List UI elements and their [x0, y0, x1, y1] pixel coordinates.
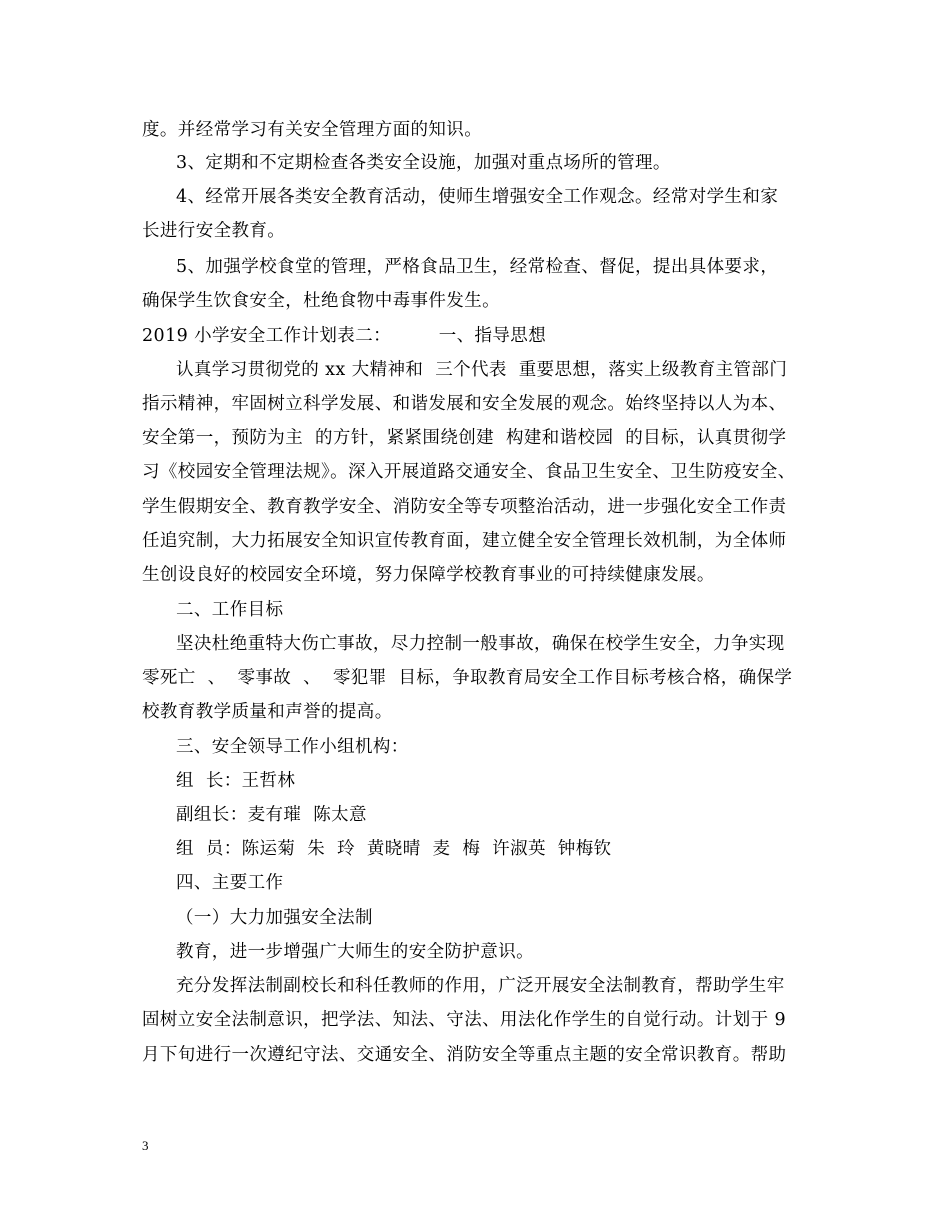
- text-line: 习《校园安全管理法规》。深入开展道路交通安全、食品卫生安全、卫生防疫安全、: [142, 462, 796, 482]
- text-line: 教育，进一步增强广大师生的安全防护意识。: [176, 942, 534, 962]
- text-line: 安全第一，预防为主 的方针，紧紧围绕创建 构建和谐校园 的目标，认真贯彻学: [142, 428, 787, 448]
- text-line: 确保学生饮食安全，杜绝食物中毒事件发生。: [142, 291, 500, 311]
- section-heading: 二、工作目标: [176, 600, 284, 620]
- text-line: 充分发挥法制副校长和科任教师的作用，广泛开展安全法制教育，帮助学生牢: [176, 976, 785, 996]
- text-line: 度。并经常学习有关安全管理方面的知识。: [142, 120, 483, 140]
- section-heading: 三、安全领导工作小组机构：: [176, 737, 409, 757]
- text-line: 学生假期安全、教育教学安全、消防安全等专项整治活动，进一步强化安全工作责: [142, 497, 787, 517]
- text-line: 副组长：麦有璀 陈太意: [176, 805, 367, 825]
- text-line: 坚决杜绝重特大伤亡事故，尽力控制一般事故，确保在校学生安全，力争实现: [176, 634, 785, 654]
- text-line: 任追究制，大力拓展安全知识宣传教育面，建立健全安全管理长效机制，为全体师: [142, 531, 787, 551]
- text-line: 5、加强学校食堂的管理，严格食品卫生，经常检查、督促，提出具体要求，: [176, 257, 779, 277]
- text-line: 组 员：陈运菊 朱 玲 黄晓晴 麦 梅 许淑英 钟梅钦: [176, 839, 612, 859]
- text-line: 认真学习贯彻党的 xx 大精神和 三个代表 重要思想，落实上级教育主管部门: [176, 360, 788, 380]
- text-line: 月下旬进行一次遵纪守法、交通安全、消防安全等重点主题的安全常识教育。帮助: [142, 1045, 787, 1065]
- text-line: 长进行安全教育。: [142, 221, 286, 241]
- text-line: 指示精神，牢固树立科学发展、和谐发展和安全发展的观念。始终坚持以人为本、: [142, 394, 787, 414]
- subsection-heading: （一）大力加强安全法制: [176, 908, 373, 928]
- text-line: 生创设良好的校园安全环境，努力保障学校教育事业的可持续健康发展。: [142, 565, 715, 585]
- text-line: 固树立安全法制意识，把学法、知法、守法、用法化作学生的自觉行动。计划于 9: [142, 1010, 786, 1030]
- text-line: 4、经常开展各类安全教育活动，使师生增强安全工作观念。经常对学生和家: [176, 187, 779, 207]
- text-line: 零死亡 、 零事故 、 零犯罪 目标，争取教育局安全工作目标考核合格，确保学: [142, 668, 793, 688]
- section-heading: 2019 小学安全工作计划表二： 一、指导思想: [142, 326, 547, 346]
- text-line: 3、定期和不定期检查各类安全设施，加强对重点场所的管理。: [176, 153, 671, 173]
- section-heading: 四、主要工作: [176, 873, 284, 893]
- page-number: 3: [142, 1138, 149, 1153]
- text-line: 组 长：王哲林: [176, 771, 296, 791]
- text-line: 校教育教学质量和声誉的提高。: [142, 702, 393, 722]
